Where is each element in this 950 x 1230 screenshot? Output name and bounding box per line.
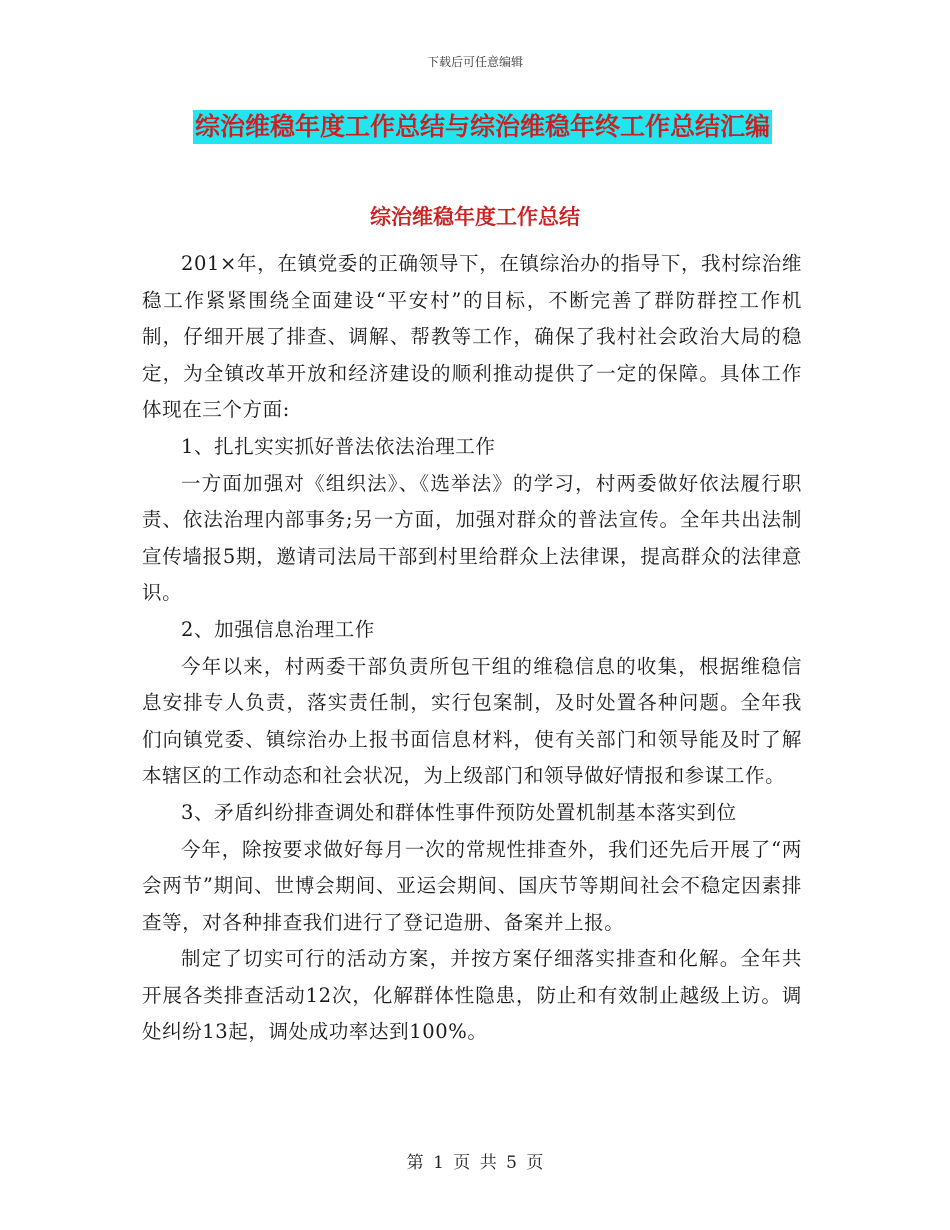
paragraph-item-3b: 制定了切实可行的活动方案，并按方案仔细落实排查和化解。全年共开展各类排查活动12次，化解群体性隐患，防止和有效制止越级上访。调处纠纷13起，调处成功率达到100%。 [142, 947, 802, 1044]
paragraph-item-2: 今年以来，村两委干部负责所包干组的维稳信息的收集，根据维稳信息安排专人负责，落实责任制，实行包案制，及时处置各种问题。全年我们向镇党委、镇综治办上报书面信息材料，使有关部门和领导能及时了解本辖区的工作动态和社会状况，为上级部门和领导做好情报和参谋工作。 [142, 654, 802, 788]
main-title-container [193, 110, 772, 144]
document-body [142, 246, 802, 1051]
paragraph-intro: 201×年，在镇党委的正确领导下，在镇综治办的指导下，我村综治维稳工作紧紧围绕全面建设“平安村”的目标，不断完善了群防群控工作机制，仔细开展了排查、调解、帮教等工作，确保了我村社会政治大局的稳定，为全镇改革开放和经济建设的顺利推动提供了一定的保障。具体工作体现在三个方面: [142, 252, 802, 422]
main-title: 综治维稳年度工作总结与综治维稳年终工作总结汇编 [193, 110, 772, 144]
header-note: 下载后可任意编辑 [426, 55, 523, 69]
paragraph-item-1: 一方面加强对《组织法》、《选举法》的学习，村两委做好依法履行职责、依法治理内部事务;另一方面，加强对群众的普法宣传。全年共出法制宣传墙报5期，邀请司法局干部到村里给群众上法律课，提高群众的法律意识。 [142, 471, 802, 605]
section-title: 综治维稳年度工作总结 [370, 205, 580, 229]
page-number: 第 1 页 共 5 页 [406, 1153, 544, 1173]
paragraph-item-3a: 今年，除按要求做好每月一次的常规性排查外，我们还先后开展了“两会两节”期间、世博会期间、亚运会期间、国庆节等期间社会不稳定因素排查等，对各种排查我们进行了登记造册、备案并上报。 [142, 837, 802, 934]
heading-item-2: 2、加强信息治理工作 [181, 617, 375, 641]
heading-item-1: 1、扎扎实实抓好普法依法治理工作 [181, 434, 496, 458]
heading-item-3: 3、矛盾纠纷排查调处和群体性事件预防处置机制基本落实到位 [181, 800, 737, 824]
